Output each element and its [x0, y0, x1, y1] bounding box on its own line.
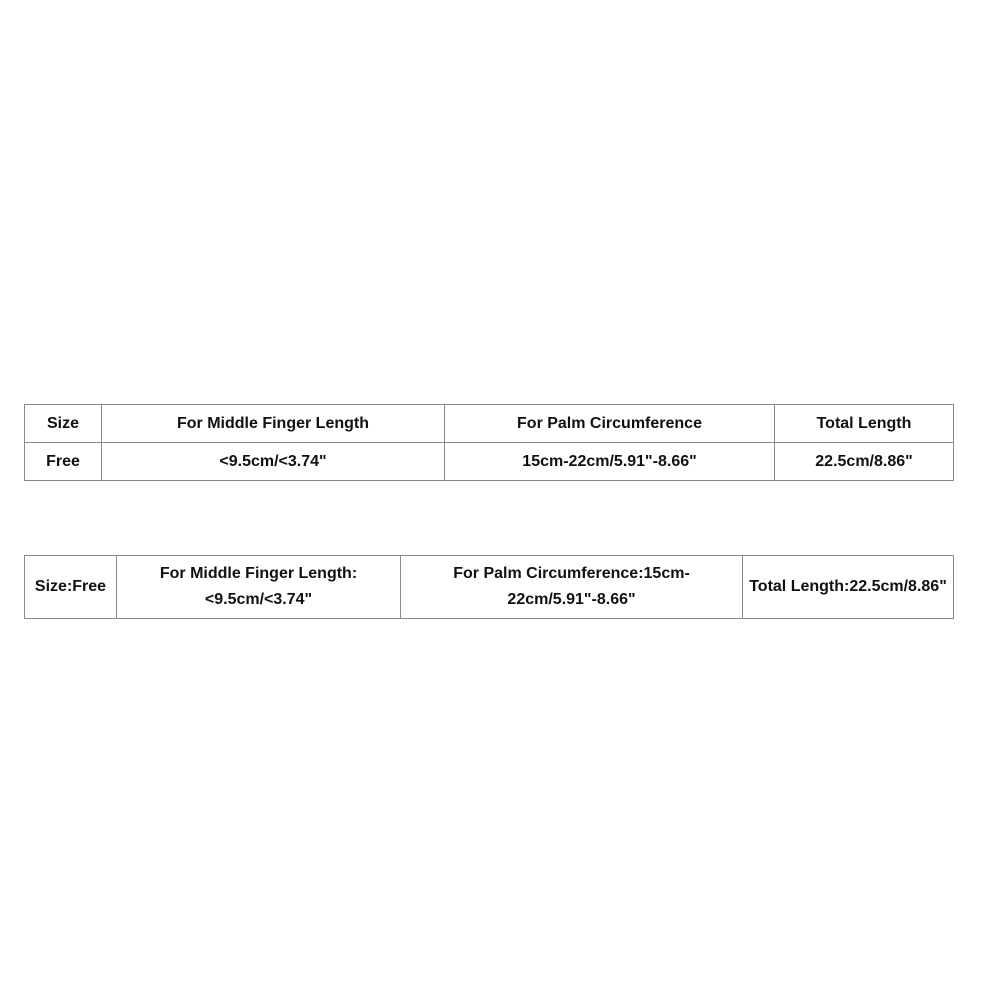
- header-total-length: Total Length: [775, 405, 954, 443]
- header-middle-finger-length: For Middle Finger Length: [102, 405, 445, 443]
- cell-size: Free: [25, 443, 102, 481]
- cell-middle-finger-length: <9.5cm/<3.74": [102, 443, 445, 481]
- summary-size: Size:Free: [25, 556, 117, 619]
- table-row: [25, 443, 954, 481]
- size-summary-table: [24, 555, 954, 619]
- summary-total-length: Total Length:22.5cm/8.86": [743, 556, 954, 619]
- table-header-row: [25, 405, 954, 443]
- summary-palm-circumference: For Palm Circumference:15cm-22cm/5.91"-8.66": [401, 556, 743, 619]
- cell-palm-circumference: 15cm-22cm/5.91"-8.66": [445, 443, 775, 481]
- summary-middle-finger-length: For Middle Finger Length: <9.5cm/<3.74": [117, 556, 401, 619]
- table-row: [25, 556, 954, 619]
- cell-total-length: 22.5cm/8.86": [775, 443, 954, 481]
- header-size: Size: [25, 405, 102, 443]
- size-chart-table: [24, 404, 954, 481]
- header-palm-circumference: For Palm Circumference: [445, 405, 775, 443]
